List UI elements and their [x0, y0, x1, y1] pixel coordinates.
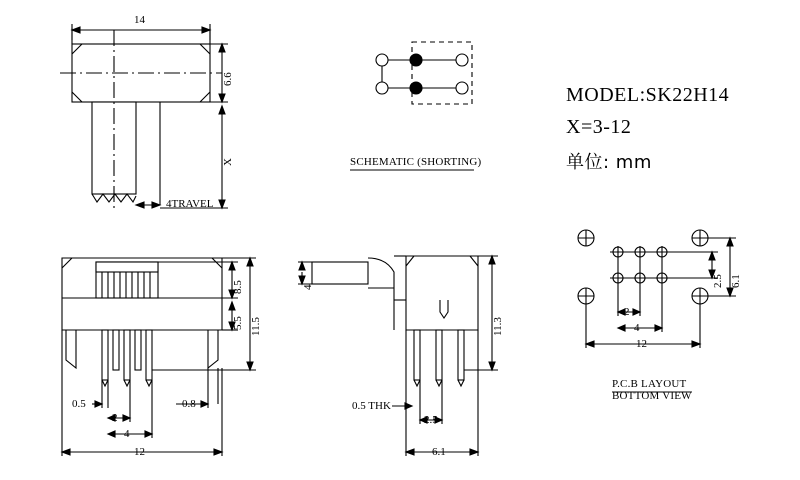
travel-range-label: X=3-12	[566, 116, 632, 138]
dim-base-width-6-1: 6.1	[432, 446, 446, 458]
caption-schematic: SCHEMATIC (SHORTING)	[350, 156, 482, 168]
dim-thickness-0-5-thk: 0.5 THK	[352, 400, 391, 412]
dim-pin-top-5-5: 5.5	[232, 316, 244, 330]
dim-actuator-len-4: 4	[302, 284, 314, 290]
dim-pad-pitch-h-2: 2	[624, 306, 630, 318]
dim-actuator-height-x: X	[222, 158, 234, 166]
dim-pin-span-4: 4	[124, 428, 130, 440]
dim-pin-dia-0-5: 0.5	[72, 398, 86, 410]
dim-pin-pitch-2: 2	[112, 412, 118, 424]
dim-pad-span-h-4: 4	[634, 322, 640, 334]
dim-height-11-3: 11.3	[492, 317, 504, 336]
dim-width-14: 14	[134, 14, 145, 26]
dim-pad-pitch-v-2-5: 2.5	[712, 274, 724, 288]
dim-pin-edge-0-8: 0.8	[182, 398, 196, 410]
note-4travel: 4TRAVEL	[166, 198, 214, 210]
dim-depth-2-5: 2.5	[424, 414, 438, 426]
dim-hole-span-v-6-1: 6.1	[730, 274, 742, 288]
dim-inner-height-8-5: 8.5	[232, 280, 244, 294]
dim-overall-width-12: 12	[134, 446, 145, 458]
dim-body-height-6-6: 6.6	[222, 72, 234, 86]
dim-pcb-overall-width-12: 12	[636, 338, 647, 350]
caption-pcb-layout: P.C.B LAYOUT	[612, 378, 687, 390]
unit-label: 单位: mm	[566, 152, 652, 173]
dim-total-height-11-5: 11.5	[250, 317, 262, 336]
model-label: MODEL:SK22H14	[566, 84, 730, 106]
caption-bottom-view: BOTTOM VIEW	[612, 390, 692, 402]
